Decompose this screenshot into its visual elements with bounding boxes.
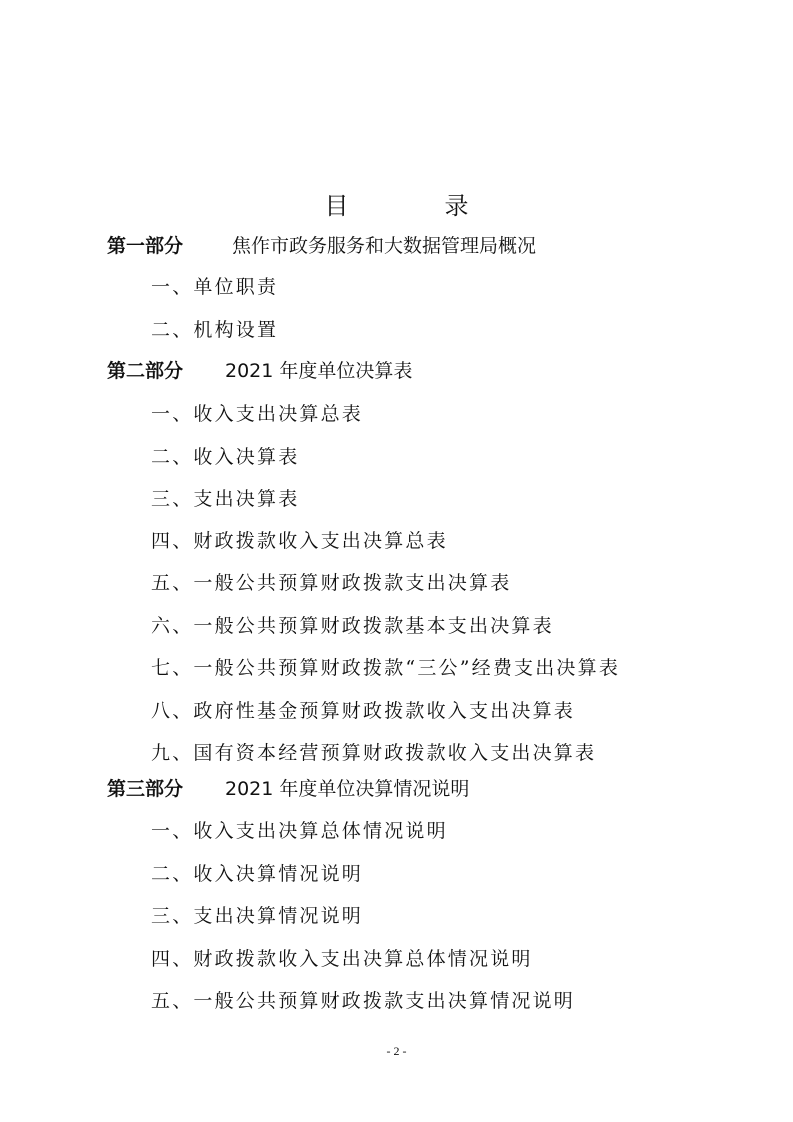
- toc-item: 一、收入支出决算总体情况说明: [151, 820, 448, 842]
- page-title: 目 录: [324, 192, 505, 220]
- toc-item: 二、机构设置: [151, 319, 279, 341]
- part-name: 焦作市政务服务和大数据管理局概况: [232, 235, 537, 257]
- part-name: 2021 年度单位决算表: [225, 360, 413, 382]
- toc-item: 七、一般公共预算财政拨款“三公”经费支出决算表: [151, 657, 621, 679]
- part-label: 第三部分: [107, 778, 184, 800]
- part-label: 第二部分: [107, 360, 184, 382]
- toc-item: 八、政府性基金预算财政拨款收入支出决算表: [151, 700, 576, 722]
- part-heading-3: [107, 775, 479, 803]
- part-heading-1: [107, 232, 539, 260]
- toc-item: 一、收入支出决算总表: [151, 403, 364, 425]
- part-heading-2: [107, 357, 422, 385]
- toc-item: 五、一般公共预算财政拨款支出决算表: [151, 572, 512, 594]
- toc-item: 二、收入决算表: [151, 446, 300, 468]
- page-number: - 2 -: [386, 1044, 407, 1058]
- toc-item: 三、支出决算表: [151, 488, 300, 510]
- toc-item: 二、收入决算情况说明: [151, 863, 364, 885]
- toc-item: 三、支出决算情况说明: [151, 905, 364, 927]
- toc-item: 一、单位职责: [151, 276, 279, 298]
- toc-item: 六、一般公共预算财政拨款基本支出决算表: [151, 615, 554, 637]
- toc-item: 四、财政拨款收入支出决算总体情况说明: [151, 948, 533, 970]
- part-name: 2021 年度单位决算情况说明: [225, 778, 470, 800]
- part-label: 第一部分: [107, 235, 184, 257]
- toc-item: 五、一般公共预算财政拨款支出决算情况说明: [151, 990, 576, 1012]
- toc-item: 九、国有资本经营预算财政拨款收入支出决算表: [151, 742, 597, 764]
- toc-item: 四、财政拨款收入支出决算总表: [151, 530, 448, 552]
